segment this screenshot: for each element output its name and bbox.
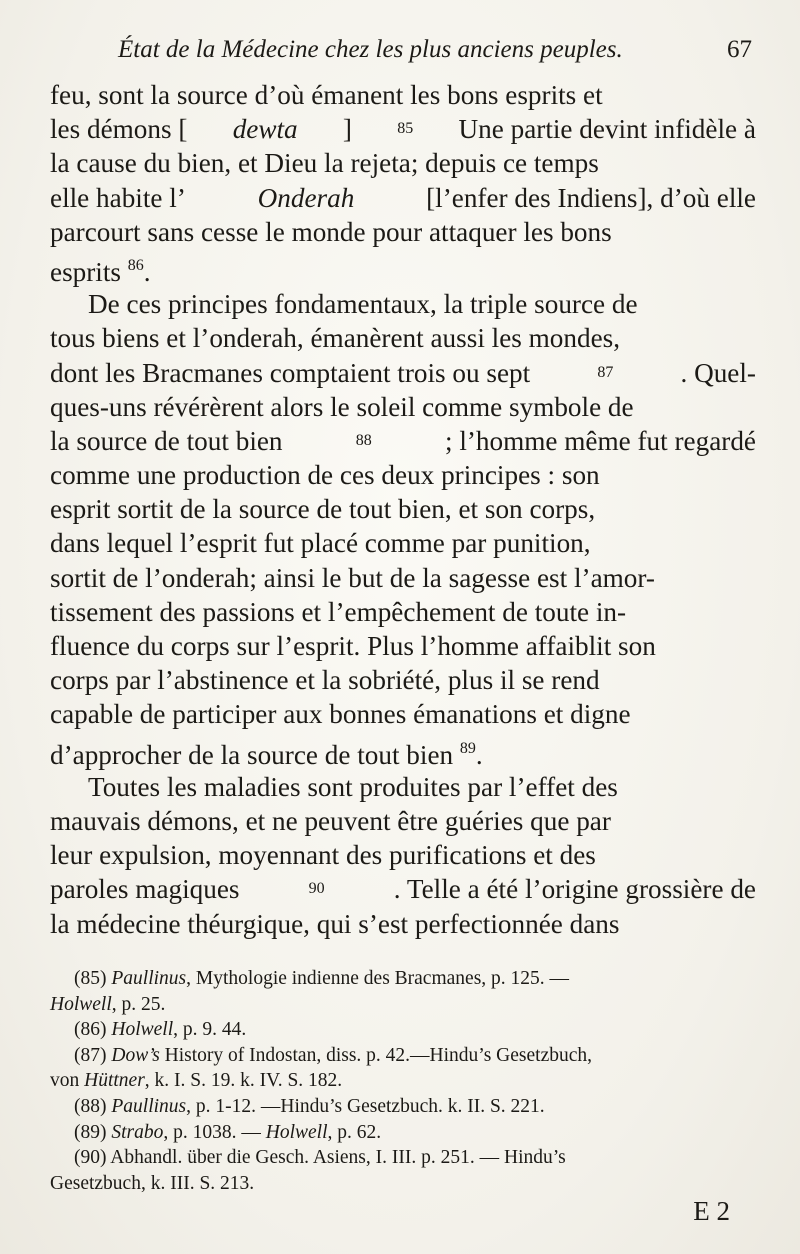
text-run: (86)	[74, 1019, 112, 1041]
footnote-line-content	[50, 1173, 254, 1194]
text-run: dont les Bracmanes comptaient trois ou sept	[50, 357, 531, 388]
text-line-content	[50, 181, 756, 215]
note-reference: 86	[127, 256, 144, 274]
text-run: (90) Abhandl. über die Gesch. Asiens, I. III. p. 251. — Hindu’s	[74, 1147, 566, 1169]
text-line-content	[50, 356, 756, 390]
footnote-line-content	[74, 1122, 381, 1143]
text-run: sortit de l’onderah; ainsi le but de la sagesse est l’amor-	[50, 562, 655, 593]
note-reference: 90	[308, 880, 325, 898]
text-run: (89)	[74, 1121, 112, 1143]
text-line	[50, 424, 756, 458]
text-line	[50, 770, 756, 804]
text-line	[50, 390, 756, 424]
text-run: Gesetzbuch, k. III. S. 213.	[50, 1172, 255, 1194]
text-line	[50, 595, 756, 629]
text-line-content	[50, 697, 756, 731]
text-line	[50, 872, 756, 906]
text-line-content	[50, 561, 756, 595]
text-run: leur expulsion, moyennant des purifications et des	[50, 840, 596, 871]
text-line	[50, 697, 756, 731]
text-line-content	[50, 424, 756, 458]
text-run: .	[475, 739, 483, 770]
text-line	[50, 526, 756, 560]
text-line	[50, 732, 756, 770]
text-run: De ces principes fondamentaux, la triple source de	[88, 289, 638, 320]
running-title: État de la Médecine chez les plus anciens peuples.	[118, 36, 623, 63]
text-line	[50, 356, 756, 390]
text-line-content	[50, 595, 756, 629]
italic-text: Paullinus	[111, 1095, 187, 1117]
footnote-line-content	[74, 1019, 246, 1040]
text-line-content	[50, 663, 756, 697]
footnote-line	[50, 1120, 770, 1146]
text-line-content	[50, 112, 756, 146]
footnote-line	[50, 1017, 770, 1043]
text-run: (88)	[74, 1095, 112, 1117]
text-line	[50, 112, 756, 146]
footnote-line	[50, 1094, 770, 1120]
note-reference: 85	[397, 120, 414, 138]
text-run: elle habite l’	[50, 182, 186, 213]
text-run: . Telle a été l’origine grossière de	[393, 874, 756, 905]
text-line	[50, 215, 756, 249]
text-run: History of Indostan, diss. p. 42.—Hindu’s Gesetzbuch,	[159, 1044, 593, 1066]
text-run: , p. 62.	[327, 1121, 382, 1143]
text-line-content	[50, 321, 756, 355]
text-run: Toutes les maladies sont produites par l’effet des	[88, 771, 618, 802]
text-run: (85)	[74, 968, 112, 989]
text-line	[50, 804, 756, 838]
text-run: esprits	[50, 256, 128, 287]
text-line-content	[50, 804, 756, 838]
text-run: fluence du corps sur l’esprit. Plus l’homme affaiblit son	[50, 631, 656, 661]
text-run: .	[143, 256, 151, 287]
text-run: comme une production de ces deux principes : son	[50, 460, 600, 491]
text-run: . Quel-	[680, 357, 756, 388]
text-run: capable de participer aux bonnes émanations et digne	[50, 699, 631, 730]
text-line-content	[50, 390, 756, 424]
footnote-line	[50, 1145, 770, 1171]
italic-text: Holwell	[265, 1121, 328, 1143]
footnote-line-content	[74, 968, 569, 989]
text-line-content	[50, 215, 756, 249]
footnote-line-content	[74, 1147, 566, 1168]
text-line-content	[50, 629, 756, 663]
text-run: , k. I. S. 19. k. IV. S. 182.	[144, 1070, 343, 1092]
italic-text: Paullinus	[111, 968, 187, 989]
text-run: (87)	[74, 1044, 112, 1066]
italic-text: Strabo	[111, 1121, 164, 1143]
body-text	[50, 78, 756, 941]
text-run: paroles magiques	[50, 874, 240, 905]
text-run: la cause du bien, et Dieu la rejeta; depuis ce temps	[50, 148, 599, 179]
footnote-line	[50, 992, 770, 1018]
text-run: Une partie devint infidèle à	[458, 114, 756, 145]
italic-text: dewta	[232, 114, 298, 145]
signature-mark: E 2	[693, 1196, 730, 1226]
text-run: , p. 1038. —	[163, 1121, 266, 1143]
text-run: esprit sortit de la source de tout bien, et son corps,	[50, 494, 596, 525]
text-run: d’approcher de la source de tout bien	[50, 739, 460, 770]
text-line	[50, 663, 756, 697]
footnote-line	[50, 966, 770, 992]
page-number: 67	[727, 36, 752, 63]
text-line-content	[50, 838, 756, 872]
text-run: , Mythologie indienne des Bracmanes, p. 125. —	[186, 968, 570, 989]
italic-text: Dow’s	[111, 1044, 160, 1066]
text-line	[50, 561, 756, 595]
text-run: dans lequel l’esprit fut placé comme par punition,	[50, 528, 591, 559]
italic-text: Holwell	[50, 993, 112, 1015]
text-run: , p. 25.	[111, 993, 166, 1015]
text-line-content	[50, 146, 756, 180]
footnote-line-content	[50, 1070, 342, 1091]
footnote-line-content	[74, 1045, 592, 1066]
text-run: mauvais démons, et ne peuvent être guéries que par	[50, 805, 611, 836]
text-line	[50, 78, 756, 112]
footnote-line-content	[50, 994, 165, 1015]
text-run: , p. 9. 44.	[173, 1019, 247, 1041]
text-run: la médecine théurgique, qui s’est perfectionnée dans	[50, 908, 620, 939]
footnotes	[50, 966, 770, 1196]
text-run: ques-uns révérèrent alors le soleil comme symbole de	[50, 391, 634, 422]
italic-text: Holwell	[111, 1019, 174, 1041]
footnote-line	[50, 1171, 770, 1197]
footnote-line	[50, 1068, 770, 1094]
text-run: les démons [	[50, 114, 188, 145]
text-run: ]	[342, 114, 352, 145]
text-line-content	[50, 249, 151, 287]
text-line	[50, 249, 756, 287]
text-line-content	[50, 458, 756, 492]
text-line	[50, 458, 756, 492]
footnote-line	[50, 1043, 770, 1069]
text-line-content	[50, 492, 756, 526]
text-line	[50, 181, 756, 215]
italic-text: Hüttner	[84, 1070, 145, 1092]
footnote-line-content	[74, 1096, 545, 1117]
text-run: ; l’homme même fut regardé	[444, 425, 756, 456]
note-reference: 88	[355, 431, 372, 449]
text-run: von	[50, 1070, 85, 1092]
text-line-content	[50, 78, 756, 112]
text-run: feu, sont la source d’où émanent les bons esprits et	[50, 80, 603, 110]
text-run: corps par l’abstinence et la sobriété, plus il se rend	[50, 665, 600, 696]
note-reference: 87	[597, 363, 614, 381]
italic-text: Onderah	[257, 182, 355, 213]
text-line-content	[50, 526, 756, 560]
text-line	[50, 907, 756, 941]
running-header	[118, 36, 758, 72]
note-reference: 89	[459, 739, 476, 757]
text-run: , p. 1-12. —Hindu’s Gesetzbuch. k. II. S. 221.	[186, 1095, 545, 1117]
text-line	[50, 146, 756, 180]
text-line	[50, 629, 756, 663]
text-run: tissement des passions et l’empêchement de toute in-	[50, 596, 627, 627]
text-line	[50, 492, 756, 526]
text-run: [l’enfer des Indiens], d’où elle	[426, 182, 756, 213]
text-run: tous biens et l’onderah, émanèrent aussi les mondes,	[50, 323, 621, 354]
text-line-content	[88, 287, 756, 321]
text-line	[50, 321, 756, 355]
text-line-content	[88, 770, 756, 804]
text-run: la source de tout bien	[50, 425, 283, 456]
text-line-content	[50, 907, 756, 941]
text-line	[50, 287, 756, 321]
text-run: parcourt sans cesse le monde pour attaquer les bons	[50, 216, 612, 247]
text-line-content	[50, 732, 483, 770]
text-line	[50, 838, 756, 872]
text-line-content	[50, 872, 756, 906]
